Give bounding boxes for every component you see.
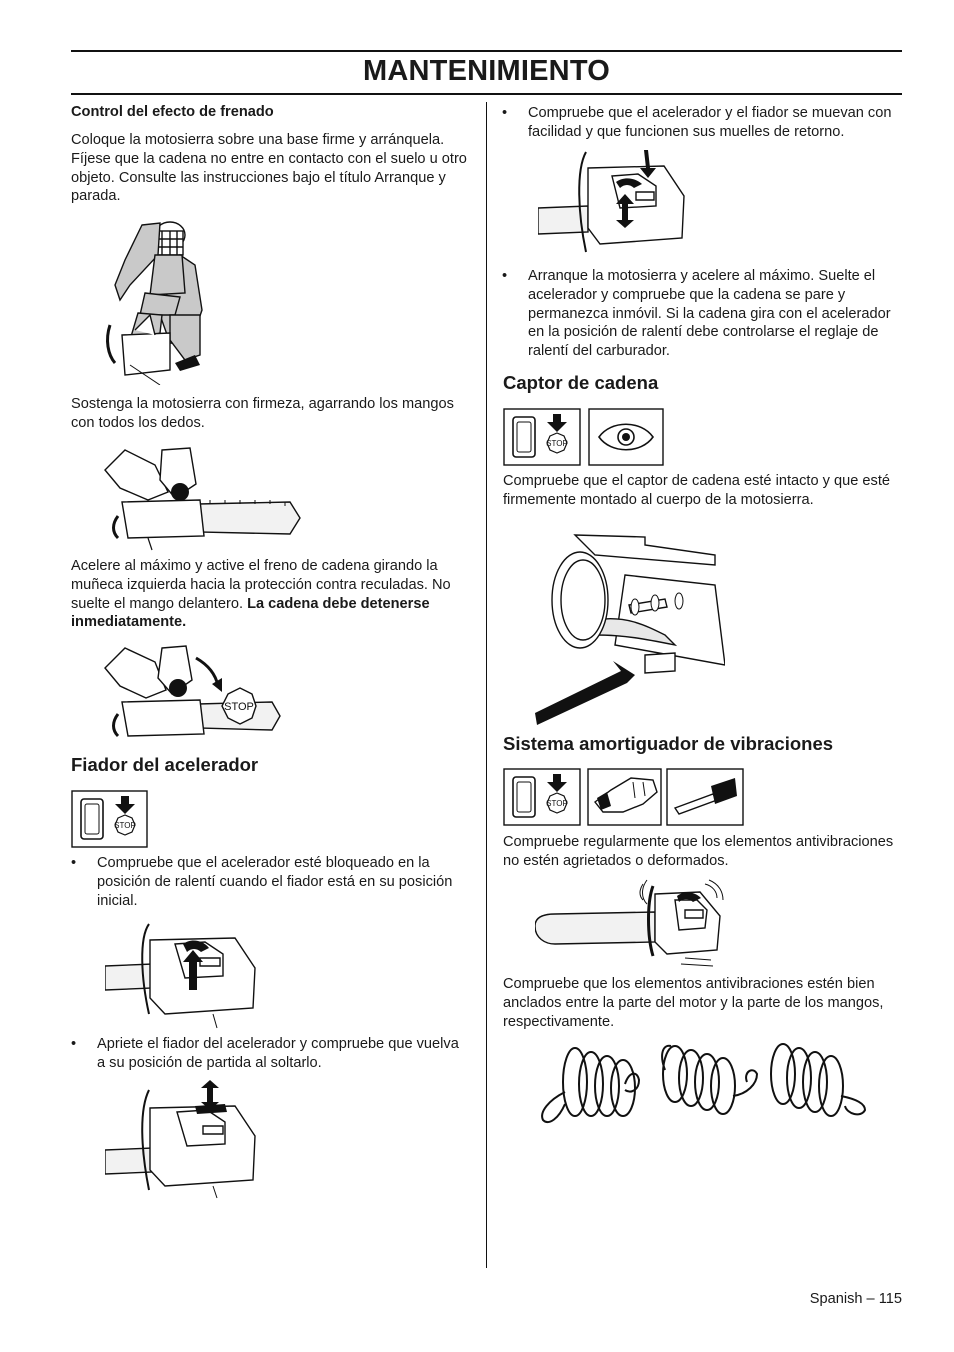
stop-switch-icon [504,769,580,825]
brush-icon [667,769,743,825]
stop-switch-icon [504,409,580,465]
catcher-heading: Captor de cadena [503,372,659,393]
bullet-marker: • [502,105,508,121]
lock-bullet-3-text: Compruebe que el acelerador y el fiador se muevan con facilidad y que funcionen sus muelles de retorno. [528,105,892,140]
bullet-marker: • [71,1036,77,1052]
lock-bullet-3 [502,104,906,142]
vibration-paragraph-1: Compruebe regularmente que los elementos antivibraciones no estén agrietados o deformados. [503,834,894,869]
brake-paragraph-1: Coloque la motosierra sobre una base firme y arránquela. Fíjese que la cadena no entre en contacto con el suelo u otro objeto. Consulte las instrucciones bajo el título Arranque y parada. [71,132,467,205]
brake-heading: Control del efecto de frenado [71,104,274,120]
vibrating-saw-figure [535,876,725,968]
page-number: Spanish – 115 [809,1291,902,1307]
vibration-paragraph-2: Compruebe que los elementos antivibraciones estén bien anclados entre la parte del motor y la parte de los mangos, respectivamente. [503,976,884,1030]
bullet-marker: • [71,855,77,871]
brake-paragraph-3 [71,557,471,632]
lock-bullet-1 [71,854,467,910]
stop-switch-label: STOP [114,821,136,830]
spring-element-2 [662,1046,757,1114]
stop-sign-label: STOP [224,701,254,713]
throttle-lock-figure-2 [105,1080,275,1200]
glove-icon [588,769,661,825]
vibration-icons [503,768,745,826]
lock-bullet-4 [502,267,906,361]
catcher-paragraph: Compruebe que el captor de cadena esté intacto y que esté firmemente montado al cuerpo de la motosierra. [503,473,890,508]
stop-switch-icon [71,790,148,848]
lock-bullet-1-text: Compruebe que el acelerador esté bloqueado en la posición de ralentí cuando el fiador está en su posición inicial. [97,855,453,909]
spring-element-3 [771,1044,865,1116]
spring-element-1 [542,1048,639,1122]
title-rule [71,93,902,95]
brake-paragraph-3-text: Acelere al máximo y active el freno de cadena girando la muñeca izquierda hacia la protección contra reculadas. No suelte el mango delantero. [71,558,451,612]
lock-heading: Fiador del acelerador [71,754,259,775]
operator-kneeling-figure [100,215,210,385]
stop-switch-label: STOP [546,799,568,808]
bullet-marker: • [502,268,508,284]
catcher-icons [503,408,665,466]
top-rule [71,50,902,52]
chain-catcher-figure [535,515,725,725]
eye-icon [589,409,663,465]
vibration-heading: Sistema amortiguador de vibraciones [503,733,834,754]
throttle-check-figure [538,148,688,258]
vibration-springs-figure [535,1040,870,1130]
brake-paragraph-2: Sostenga la motosierra con firmeza, agarrando los mangos con todos los dedos. [71,396,454,431]
brake-paragraph-3-emphasis: La cadena debe detenerse inmediatamente. [71,595,430,631]
page-title: MANTENIMIENTO [363,55,610,87]
stop-switch-label: STOP [546,439,568,448]
column-divider [486,102,487,1268]
throttle-lock-figure-1 [105,918,265,1030]
hands-on-saw-figure [100,440,310,552]
lock-bullet-2 [71,1035,467,1073]
chain-brake-stop-figure [100,640,290,748]
lock-bullet-2-text: Apriete el fiador del acelerador y compruebe que vuelva a su posición de partida al soltarlo. [97,1036,459,1071]
lock-bullet-4-text: Arranque la motosierra y acelere al máximo. Suelte el acelerador y compruebe que la cadena se pare y permanezca inmóvil. Si la cadena gira con el acelerador en la posición de ralentí debe controlarse el reglaje de ralentí del carburador. [528,268,891,360]
